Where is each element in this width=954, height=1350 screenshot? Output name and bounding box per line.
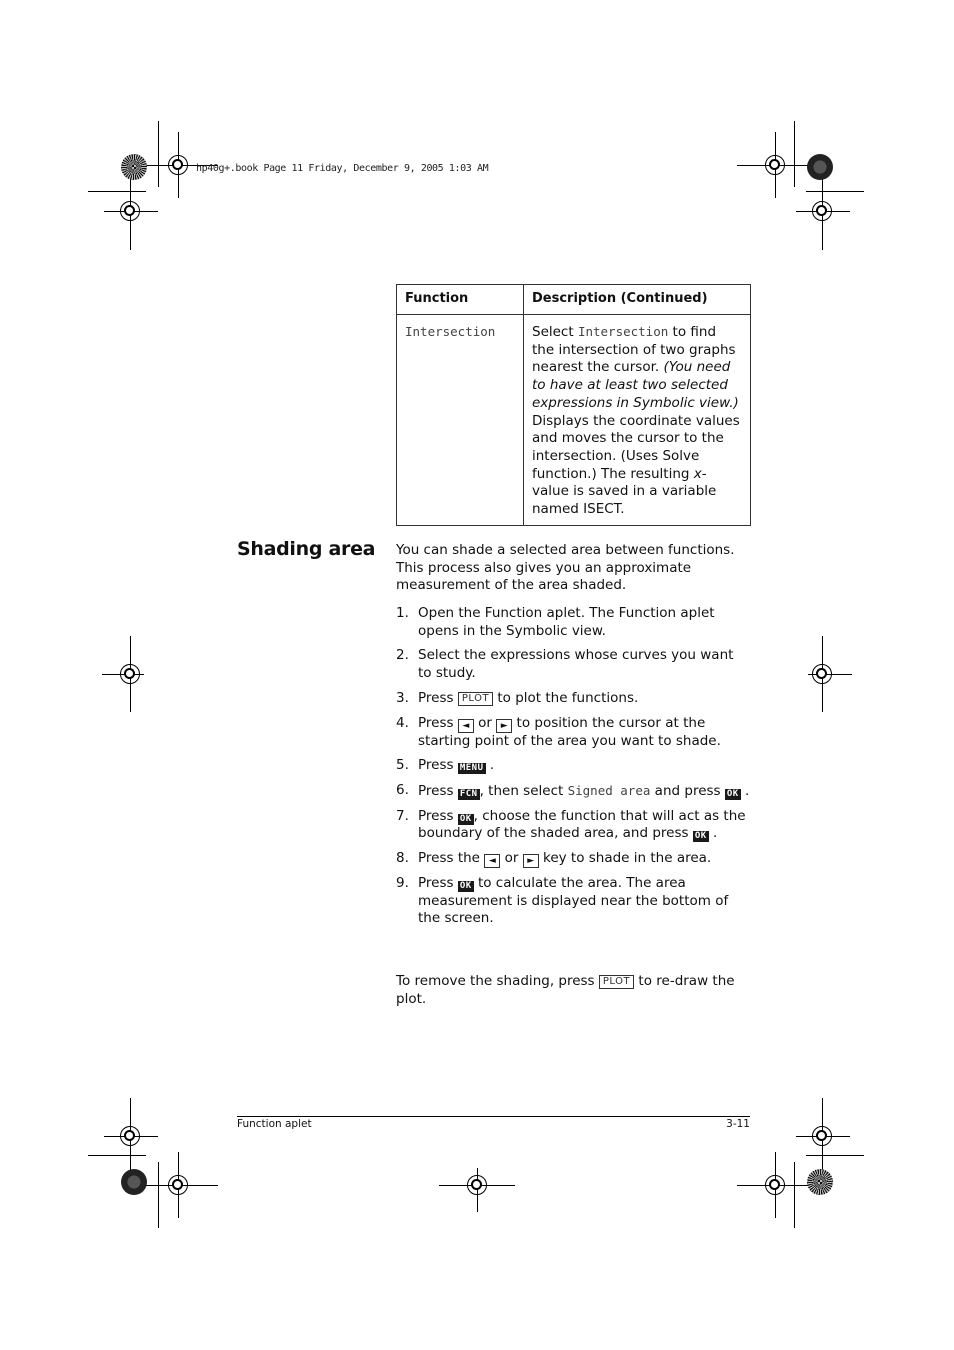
step-text: Press the xyxy=(418,850,485,867)
desc-text: to find the intersection of two graphs nearest the cursor. xyxy=(532,324,736,376)
column-header-description: Description (Continued) xyxy=(524,285,751,315)
plot-key: PLOT xyxy=(458,692,493,706)
list-item xyxy=(396,808,751,843)
closing-text: to re-draw the plot. xyxy=(396,973,735,1007)
step-text: to calculate the area. The area measurement is displayed near the bottom of the screen. xyxy=(418,875,729,927)
function-description-table xyxy=(396,284,751,526)
step-number: 2. xyxy=(396,647,409,664)
column-header-function: Function xyxy=(397,285,524,315)
step-number: 7. xyxy=(396,807,409,824)
right-arrow-key-icon: ► xyxy=(496,719,512,733)
step-text: , choose the function that will act as the boundary of the shaded area, and press xyxy=(418,807,746,842)
desc-x-variable: x xyxy=(693,465,702,482)
table-row xyxy=(397,315,751,526)
step-text: Press xyxy=(418,757,458,774)
footer-divider xyxy=(237,1116,750,1117)
step-text: Select the expressions whose curves you want to study. xyxy=(418,647,734,682)
step-text: Press xyxy=(418,807,458,824)
left-arrow-key-icon: ◄ xyxy=(458,719,474,733)
closing-text: To remove the shading, press xyxy=(396,973,599,989)
step-text: . xyxy=(708,825,718,842)
print-header-stamp: hp40g+.book Page 11 Friday, December 9, 2005 1:03 AM xyxy=(196,163,489,174)
section-intro: You can shade a selected area between functions. This process also gives you an approximate measurement of the area shaded. xyxy=(396,542,735,594)
list-item xyxy=(396,647,751,682)
left-arrow-key-icon: ◄ xyxy=(484,854,500,868)
step-text: to plot the functions. xyxy=(493,689,639,706)
menu-softkey: MENU xyxy=(459,763,484,774)
step-number: 9. xyxy=(396,875,409,892)
fcn-softkey: FCN xyxy=(459,788,478,799)
function-name: Intersection xyxy=(405,324,496,339)
step-number: 4. xyxy=(396,714,409,731)
ok-softkey: OK xyxy=(459,813,472,824)
step-text: to position the cursor at the starting point of the area you want to shade. xyxy=(418,714,721,749)
step-text: Press xyxy=(418,782,458,799)
footer-chapter: Function aplet xyxy=(237,1118,312,1130)
step-text: . xyxy=(740,782,750,799)
section-title: Shading area xyxy=(237,538,376,560)
step-text: Open the Function aplet. The Function aplet opens in the Symbolic view. xyxy=(418,605,715,639)
step-text: Press xyxy=(418,689,458,706)
step-text: Press xyxy=(418,875,458,892)
description-cell xyxy=(524,315,751,526)
ok-softkey: OK xyxy=(694,831,707,842)
list-item xyxy=(396,605,751,640)
step-text: key to shade in the area. xyxy=(538,850,712,867)
step-text: Press xyxy=(418,714,458,731)
desc-text: -value is saved in a variable named ISECT. xyxy=(532,465,717,518)
step-number: 5. xyxy=(396,757,409,774)
page-number: 3-11 xyxy=(726,1118,750,1130)
desc-text: Displays the coordinate values and moves the cursor to the intersection. (Uses Solve function.) The resulting xyxy=(532,412,740,482)
list-item xyxy=(396,782,751,801)
step-text: . xyxy=(485,757,495,774)
list-item xyxy=(396,757,751,775)
list-item xyxy=(396,715,751,751)
right-arrow-key-icon: ► xyxy=(523,854,539,868)
closing-paragraph xyxy=(396,973,756,1008)
list-item xyxy=(396,850,751,868)
steps-list xyxy=(396,605,751,935)
step-number: 1. xyxy=(396,605,409,621)
plot-key: PLOT xyxy=(599,975,634,989)
list-item xyxy=(396,875,751,928)
list-item xyxy=(396,690,751,708)
step-number: 6. xyxy=(396,781,409,798)
desc-italic-note: (You need to have at least two selected expressions in Symbolic view.) xyxy=(532,359,739,411)
step-number: 8. xyxy=(396,850,409,867)
step-text: and press xyxy=(650,782,725,799)
step-text: , then select xyxy=(479,782,568,799)
desc-term: Intersection xyxy=(577,324,669,339)
ok-softkey: OK xyxy=(459,881,472,892)
table-header-row xyxy=(397,285,751,315)
step-text: or xyxy=(500,850,523,867)
step-text: or xyxy=(473,714,497,731)
signed-area-term: Signed area xyxy=(567,782,651,798)
function-cell xyxy=(397,315,524,526)
ok-softkey: OK xyxy=(726,788,739,799)
step-number: 3. xyxy=(396,689,409,706)
desc-text: Select xyxy=(532,324,578,340)
